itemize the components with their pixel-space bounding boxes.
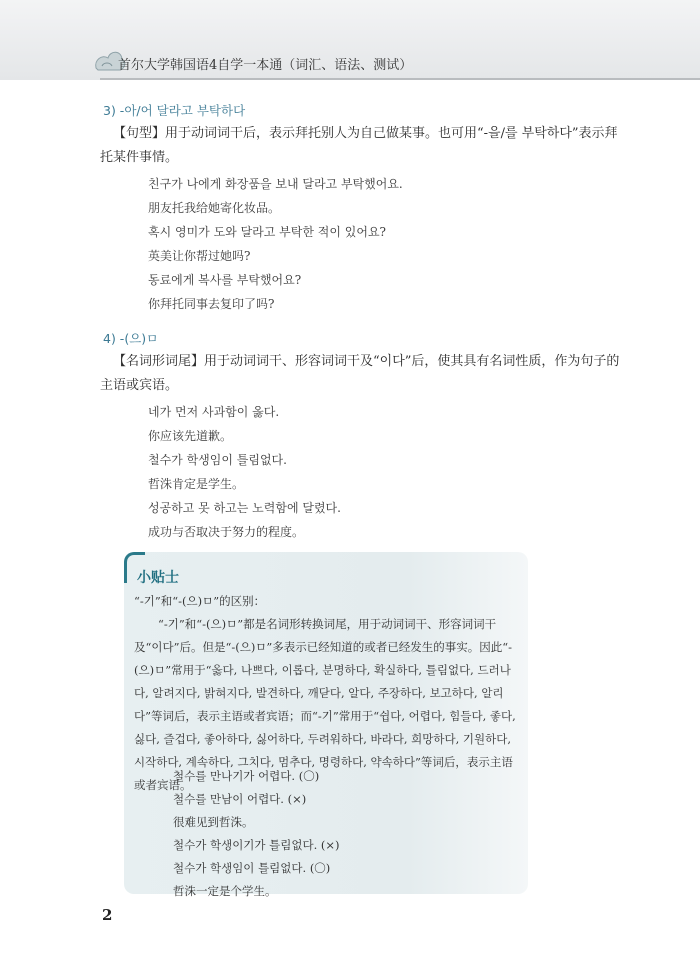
section-paragraph: 【句型】用于动词词干后，表示拜托别人为自己做某事。也可用“-을/를 부탁하다”表示拜托某件事情。 [100, 126, 618, 165]
example-sentence: 네가 먼저 사과함이 옳다. [148, 405, 280, 419]
page-number: 2 [102, 906, 113, 924]
book-title: 首尔大学韩国语4自学一本通（词汇、语法、测试） [118, 58, 413, 73]
example-translation: 你应该先道歉。 [148, 429, 233, 443]
example-translation: 英美让你帮过她吗? [148, 249, 251, 263]
tip-intro: “-기”和“-(으)ㅁ”的区别： [134, 594, 266, 608]
section-paragraph: 【名词形词尾】用于动词词干、形容词词干及“이다”后，使其具有名词性质，作为句子的主语或宾语。 [100, 354, 620, 393]
tip-example: 철수를 만남이 어렵다. (×) [173, 792, 307, 806]
example-sentence: 성공하고 못 하고는 노력함에 달렸다. [148, 501, 341, 515]
tip-title: 小贴士 [137, 570, 179, 586]
example-translation: 哲洙肯定是学生。 [148, 477, 245, 491]
example-sentence: 친구가 나에게 화장품을 보내 달라고 부탁했어요. [148, 177, 403, 191]
tip-example: 철수가 학생임이 틀림없다. (〇) [173, 861, 331, 875]
tip-example: 철수를 만나기가 어렵다. (〇) [173, 769, 320, 783]
example-sentence: 철수가 학생임이 틀림없다. [148, 453, 287, 467]
example-translation: 成功与否取决于努力的程度。 [148, 525, 305, 539]
tip-example: 철수가 학생이기가 틀림없다. (×) [173, 838, 340, 852]
example-sentence: 혹시 영미가 도와 달라고 부탁한 적이 있어요? [148, 225, 386, 239]
example-translation: 朋友托我给她寄化妆品。 [148, 201, 281, 215]
section-heading: 4) -(으)ㅁ [103, 331, 159, 346]
section-heading: 3) -아/어 달라고 부탁하다 [103, 103, 246, 118]
tip-body: “-기”和“-(으)ㅁ”都是名词形转换词尾，用于动词词干、形容词词干及“이다”后。但是“-(으)ㅁ”多表示已经知道的或者已经发生的事实。因此“-(으)ㅁ”常用于“옳다, 나쁘다, 이롭다, 분명하다, 확실하다, 틀림없다, 드러나다, 알려지다, 밝혀지다, 발견하다, 깨닫다, 알다, 주장하다, 보고하다, 알리다”等词后，表示主语或者宾语；而“-기”常用于“쉽다, 어렵다, 힘들다, 좋다, 싫다, 즐겁다, 좋아하다, 싫어하다, 두려워하다, 바라다, 희망하다, 기원하다, 시작하다, 계속하다, 그치다, 멈추다, 명령하다, 약속하다”等词后，表示主语或者宾语。 [134, 617, 516, 792]
header-divider [100, 78, 700, 80]
tip-example: 很难见到哲洙。 [173, 815, 254, 829]
example-sentence: 동료에게 복사를 부탁했어요? [148, 273, 302, 287]
tip-example: 哲洙一定是个学生。 [173, 884, 277, 898]
example-translation: 你拜托同事去复印了吗? [148, 297, 275, 311]
